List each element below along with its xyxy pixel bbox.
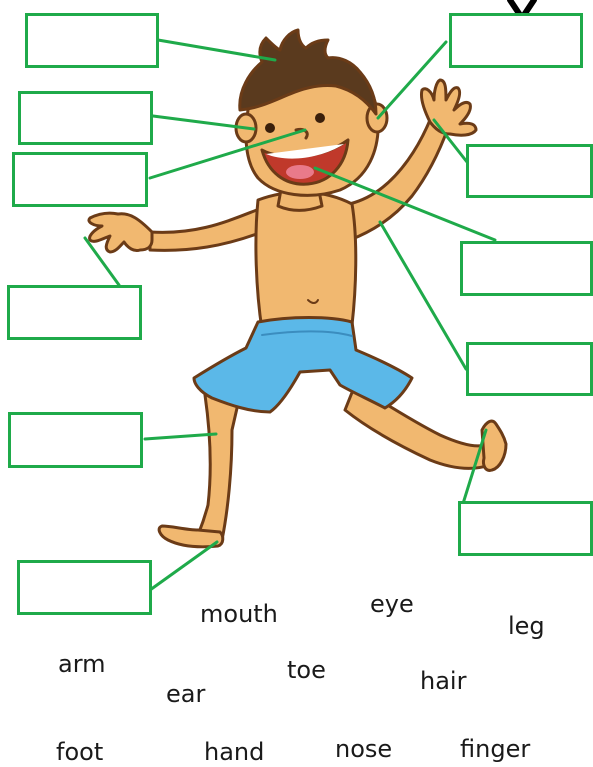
word-finger[interactable]: finger — [460, 735, 531, 763]
right-eye-icon — [315, 113, 325, 123]
answer-box-8[interactable] — [466, 342, 593, 396]
connector-line-hair — [158, 40, 275, 60]
left-arm-icon — [150, 208, 262, 250]
left-leg-icon — [198, 395, 240, 540]
answer-box-1[interactable] — [25, 13, 159, 68]
word-mouth[interactable]: mouth — [200, 600, 278, 628]
answer-box-3[interactable] — [18, 91, 153, 145]
answer-box-11[interactable] — [17, 560, 152, 615]
left-hand-icon — [89, 213, 152, 252]
connector-line-leg — [145, 434, 216, 439]
word-hand[interactable]: hand — [204, 738, 265, 766]
answer-box-2[interactable] — [449, 13, 583, 68]
answer-box-10[interactable] — [458, 501, 593, 556]
connector-line-foot — [150, 542, 217, 590]
answer-box-7[interactable] — [7, 285, 142, 340]
answer-box-5[interactable] — [466, 144, 593, 198]
right-foot-icon — [482, 421, 506, 470]
word-foot[interactable]: foot — [56, 738, 104, 766]
word-arm[interactable]: arm — [58, 650, 106, 678]
connector-line-arm — [380, 222, 466, 369]
connector-line-toe — [461, 430, 486, 510]
word-nose[interactable]: nose — [335, 735, 393, 763]
word-eye[interactable]: eye — [370, 590, 414, 618]
left-eye-icon — [265, 123, 275, 133]
word-hair[interactable]: hair — [420, 667, 467, 695]
word-ear[interactable]: ear — [166, 680, 206, 708]
torso-icon — [256, 192, 356, 330]
answer-box-4[interactable] — [12, 152, 148, 207]
answer-box-9[interactable] — [8, 412, 143, 468]
answer-box-6[interactable] — [460, 241, 593, 296]
word-leg[interactable]: leg — [508, 612, 545, 640]
word-toe[interactable]: toe — [287, 656, 326, 684]
